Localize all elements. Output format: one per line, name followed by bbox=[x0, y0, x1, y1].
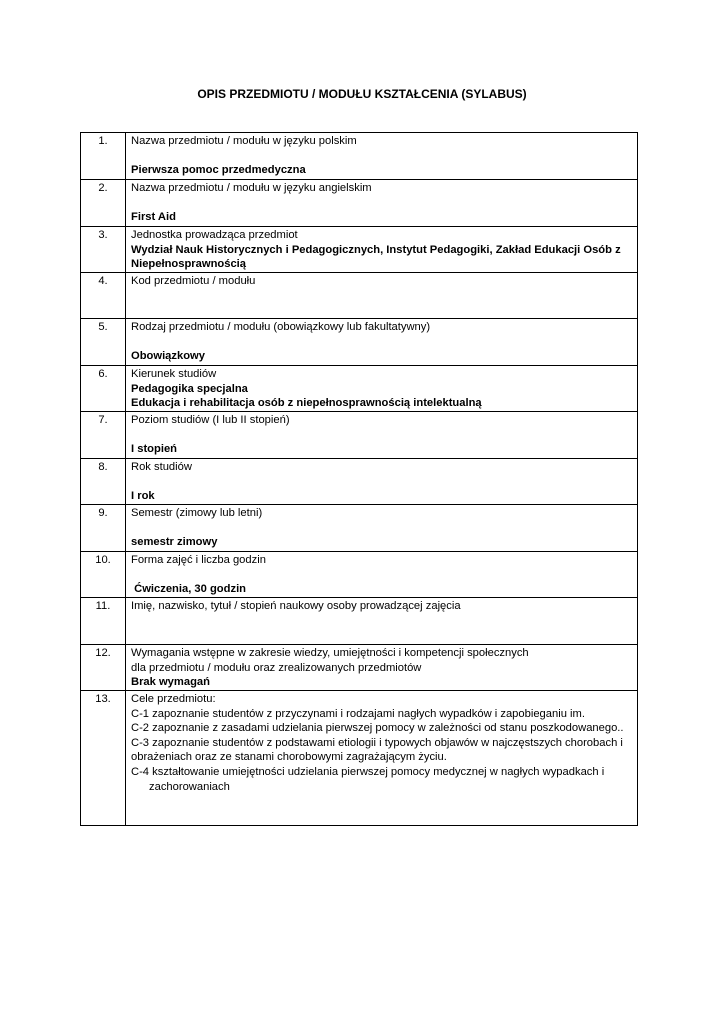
goal-item: C-3 zapoznanie studentów z podstawami etiologii i typowych objawów w najczęstszych chorobach i obrażeniach oraz ze stanami chorobowymi zagrażającym życiu. bbox=[131, 736, 623, 764]
row-number: 13. bbox=[81, 691, 126, 826]
table-row bbox=[81, 691, 638, 826]
row-content bbox=[126, 319, 638, 366]
row-value: I stopień bbox=[131, 443, 177, 456]
row-content bbox=[126, 691, 638, 826]
row-number: 5. bbox=[81, 319, 126, 366]
row-content bbox=[126, 227, 638, 273]
table-row bbox=[81, 645, 638, 691]
row-number: 11. bbox=[81, 598, 126, 645]
goal-item: C-1 zapoznanie studentów z przyczynami i rodzajami nagłych wypadków i zapobieganiu im. bbox=[131, 707, 585, 720]
table-row bbox=[81, 366, 638, 412]
row-content bbox=[126, 180, 638, 227]
row-label-line: dla przedmiotu / modułu oraz zrealizowanych przedmiotów bbox=[131, 661, 422, 674]
row-number: 4. bbox=[81, 273, 126, 319]
row-label: Poziom studiów (I lub II stopień) bbox=[131, 414, 290, 426]
row-number: 7. bbox=[81, 412, 126, 459]
row-value-line: Pedagogika specjalna bbox=[131, 382, 248, 395]
row-content bbox=[126, 273, 638, 319]
table-row bbox=[81, 598, 638, 645]
row-number: 6. bbox=[81, 366, 126, 412]
goal-item-continuation: zachorowaniach bbox=[149, 780, 230, 793]
row-label: Jednostka prowadząca przedmiot bbox=[131, 229, 298, 241]
row-value: semestr zimowy bbox=[131, 536, 218, 549]
row-content bbox=[126, 552, 638, 598]
row-value: Obowiązkowy bbox=[131, 350, 205, 363]
syllabus-table bbox=[80, 132, 638, 826]
row-content bbox=[126, 505, 638, 552]
row-value: First Aid bbox=[131, 211, 176, 224]
row-value-line: Edukacja i rehabilitacja osób z niepełnosprawnością intelektualną bbox=[131, 397, 482, 410]
table-row bbox=[81, 133, 638, 180]
goal-item: C-4 kształtowanie umiejętności udzielania pierwszej pomocy medycznej w nagłych wypadkach i bbox=[131, 765, 605, 778]
row-number: 2. bbox=[81, 180, 126, 227]
row-number: 9. bbox=[81, 505, 126, 552]
document-title: OPIS PRZEDMIOTU / MODUŁU KSZTAŁCENIA (SYLABUS) bbox=[197, 87, 527, 101]
row-value: Wydział Nauk Historycznych i Pedagogicznych, Instytut Pedagogiki, Zakład Edukacji Osób z Niepełnosprawnością bbox=[131, 243, 621, 271]
row-label: Imię, nazwisko, tytuł / stopień naukowy osoby prowadzącej zajęcia bbox=[131, 600, 461, 612]
table-row bbox=[81, 273, 638, 319]
row-value: Pierwsza pomoc przedmedyczna bbox=[131, 164, 306, 177]
row-label: Cele przedmiotu: bbox=[131, 693, 216, 705]
row-label-line: Wymagania wstępne w zakresie wiedzy, umiejętności i kompetencji społecznych bbox=[131, 647, 529, 659]
row-content bbox=[126, 412, 638, 459]
table-row bbox=[81, 552, 638, 598]
goal-item: C-2 zapoznanie z zasadami udzielania pierwszej pomocy w zależności od stanu poszkodowanego.. bbox=[131, 722, 624, 735]
row-content bbox=[126, 645, 638, 691]
row-label: Forma zajęć i liczba godzin bbox=[131, 554, 266, 566]
table-row bbox=[81, 227, 638, 273]
table-row bbox=[81, 505, 638, 552]
row-label: Rodzaj przedmiotu / modułu (obowiązkowy lub fakultatywny) bbox=[131, 321, 431, 333]
row-label: Kierunek studiów bbox=[131, 368, 217, 380]
row-number: 12. bbox=[81, 645, 126, 691]
row-content bbox=[126, 598, 638, 645]
row-label: Rok studiów bbox=[131, 461, 192, 473]
row-content bbox=[126, 133, 638, 180]
row-label: Semestr (zimowy lub letni) bbox=[131, 507, 263, 519]
row-content bbox=[126, 459, 638, 505]
row-number: 8. bbox=[81, 459, 126, 505]
table-row bbox=[81, 412, 638, 459]
row-label: Nazwa przedmiotu / modułu w języku angielskim bbox=[131, 182, 372, 194]
row-label: Nazwa przedmiotu / modułu w języku polskim bbox=[131, 135, 357, 147]
row-value: I rok bbox=[131, 490, 155, 503]
row-number: 3. bbox=[81, 227, 126, 273]
table-row bbox=[81, 459, 638, 505]
row-label: Kod przedmiotu / modułu bbox=[131, 275, 256, 287]
table-row bbox=[81, 319, 638, 366]
row-value: Ćwiczenia, 30 godzin bbox=[131, 583, 247, 596]
table-row bbox=[81, 180, 638, 227]
row-content bbox=[126, 366, 638, 412]
row-number: 10. bbox=[81, 552, 126, 598]
row-number: 1. bbox=[81, 133, 126, 180]
row-value: Brak wymagań bbox=[131, 676, 210, 689]
